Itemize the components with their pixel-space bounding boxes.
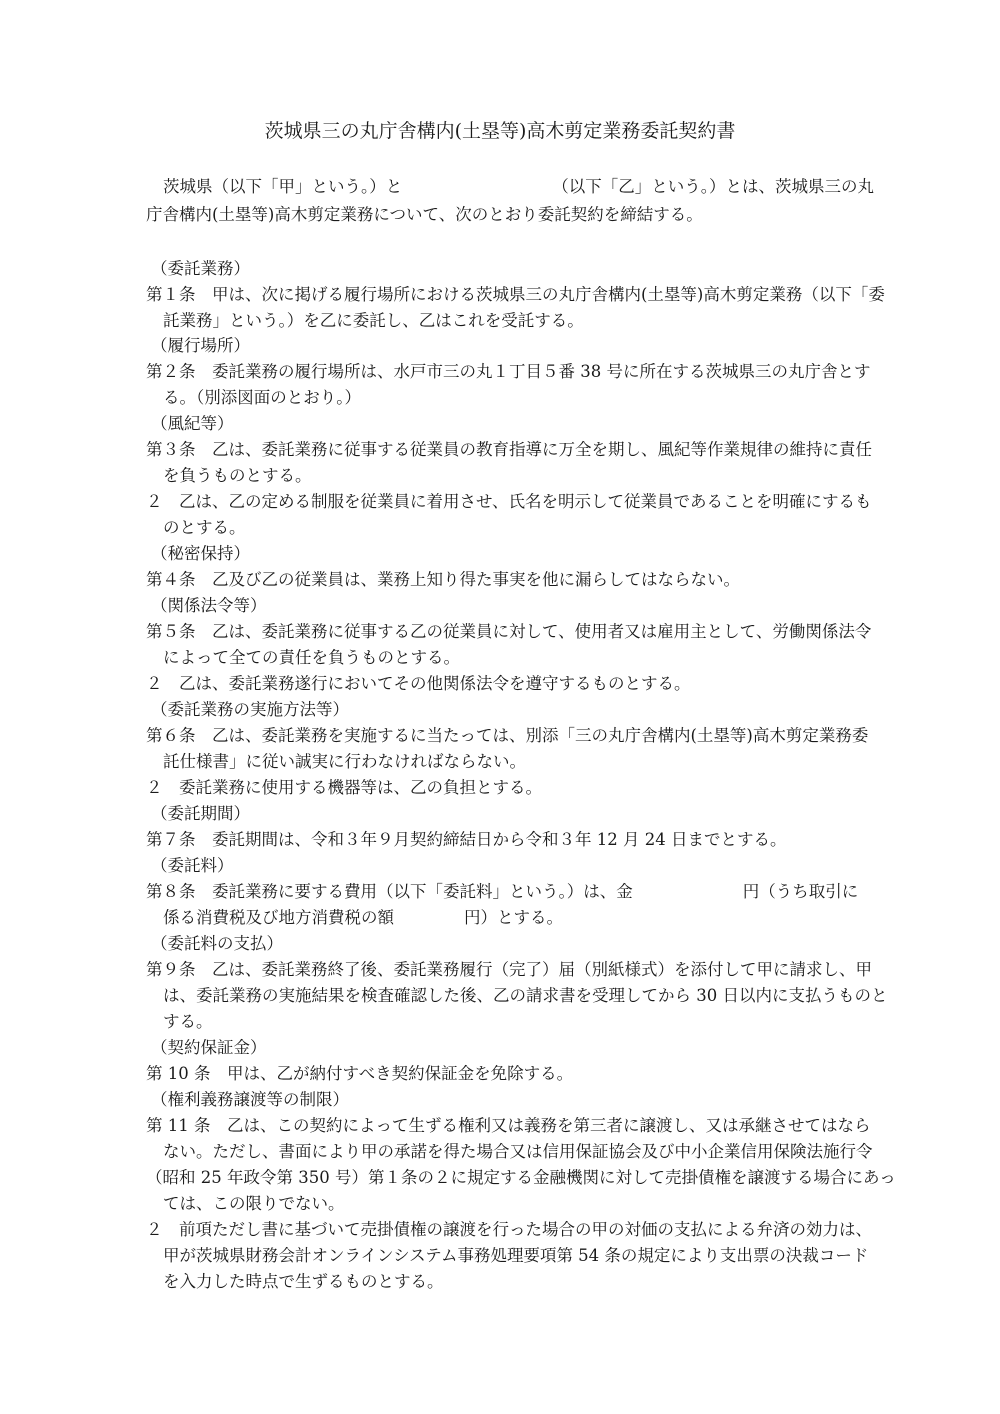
heading-jisshi-houhou: （委託業務の実施方法等）	[151, 700, 349, 719]
article-11-para-2-line-3: を入力した時点で生ずるものとする。	[163, 1272, 444, 1291]
article-11-line-4: ては、この限りでない。	[163, 1194, 345, 1213]
article-10-line-1: 第 10 条 甲は、乙が納付すべき契約保証金を免除する。	[146, 1064, 574, 1083]
article-6-line-1: 第６条 乙は、委託業務を実施するに当たっては、別添「三の丸庁舎構内(土塁等)高木剪定業務委	[146, 726, 869, 745]
article-3-line-1: 第３条 乙は、委託業務に従事する従業員の教育指導に万全を期し、風紀等作業規律の維持に責任	[146, 440, 872, 459]
article-8-line-2	[0, 907, 1000, 929]
article-9-line-2: は、委託業務の実施結果を検査確認した後、乙の請求書を受理してから 30 日以内に支払うものと	[163, 986, 888, 1005]
article-1-line-1: 第１条 甲は、次に掲げる履行場所における茨城県三の丸庁舎構内(土塁等)高木剪定業務（以下「委	[146, 285, 885, 304]
fee-text-b: 円（うち取引に	[742, 882, 859, 901]
preamble-line-1	[0, 176, 1000, 198]
article-11-line-2: ない。ただし、書面により甲の承諾を得た場合又は信用保証協会及び中小企業信用保険法施行令	[163, 1142, 873, 1161]
article-6-line-2: 託仕様書」に従い誠実に行わなければならない。	[163, 752, 526, 771]
article-7-line-1: 第７条 委託期間は、令和３年９月契約締結日から令和３年 12 月 24 日までとする。	[146, 830, 787, 849]
article-11-para-2-line-1: ２ 前項ただし書に基づいて売掛債権の譲渡を行った場合の甲の対価の支払による弁済の効力は、	[146, 1220, 872, 1239]
heading-itaku-gyomu: （委託業務）	[151, 259, 250, 278]
article-5-line-2: によって全ての責任を負うものとする。	[163, 648, 460, 667]
preamble-text-a: 茨城県（以下「甲」という。）と	[163, 177, 403, 196]
heading-kankei-hourei: （関係法令等）	[151, 596, 267, 615]
article-5-para-2: ２ 乙は、委託業務遂行においてその他関係法令を遵守するものとする。	[146, 674, 691, 693]
document-title: 茨城県三の丸庁舎構内(土塁等)高木剪定業務委託契約書	[264, 120, 736, 142]
heading-rikou-basho: （履行場所）	[151, 336, 250, 355]
article-3-line-2: を負うものとする。	[163, 466, 312, 485]
article-1-line-2: 託業務」という。）を乙に委託し、乙はこれを受託する。	[163, 311, 584, 330]
preamble-line-2: 庁舎構内(土塁等)高木剪定業務について、次のとおり委託契約を締結する。	[146, 205, 703, 224]
article-11-line-3: （昭和 25 年政令第 350 号）第１条の２に規定する金融機関に対して売掛債権を譲渡する場合にあっ	[146, 1168, 896, 1187]
heading-itaku-kikan: （委託期間）	[151, 804, 250, 823]
article-3-para-2-line-1: ２ 乙は、乙の定める制服を従業員に着用させ、氏名を明示して従業員であることを明確にするも	[146, 492, 872, 511]
heading-himitsu-hoji: （秘密保持）	[151, 544, 250, 563]
tax-text-b: 円）とする。	[464, 908, 563, 927]
fee-text-a: 第８条 委託業務に要する費用（以下「委託料」という。）は、金	[146, 882, 633, 901]
article-2-line-2: る。（別添図面のとおり。）	[163, 388, 361, 407]
article-4-line-1: 第４条 乙及び乙の従業員は、業務上知り得た事実を他に漏らしてはならない。	[146, 570, 740, 589]
heading-fuuki: （風紀等）	[151, 414, 234, 433]
heading-kenri-gimu: （権利義務譲渡等の制限）	[151, 1090, 349, 1109]
preamble-text-b: （以下「乙」という。）とは、茨城県三の丸	[552, 177, 874, 196]
tax-text-a: 係る消費税及び地方消費税の額	[163, 908, 394, 927]
article-11-line-1: 第 11 条 乙は、この契約によって生ずる権利又は義務を第三者に譲渡し、又は承継させてはなら	[146, 1116, 871, 1135]
article-2-line-1: 第２条 委託業務の履行場所は、水戸市三の丸１丁目５番 38 号に所在する茨城県三の丸庁舎とす	[146, 362, 871, 381]
heading-itaku-ryo-shiharai: （委託料の支払）	[151, 934, 283, 953]
article-9-line-3: する。	[163, 1012, 213, 1031]
heading-itaku-ryo: （委託料）	[151, 856, 234, 875]
article-8-line-1	[0, 881, 1000, 903]
article-6-para-2: ２ 委託業務に使用する機器等は、乙の負担とする。	[146, 778, 542, 797]
heading-keiyaku-hoshokin: （契約保証金）	[151, 1038, 267, 1057]
article-5-line-1: 第５条 乙は、委託業務に従事する乙の従業員に対して、使用者又は雇用主として、労働関係法令	[146, 622, 872, 641]
article-9-line-1: 第９条 乙は、委託業務終了後、委託業務履行（完了）届（別紙様式）を添付して甲に請求し、甲	[146, 960, 872, 979]
article-3-para-2-line-2: のとする。	[163, 518, 246, 537]
article-11-para-2-line-2: 甲が茨城県財務会計オンラインシステム事務処理要項第 54 条の規定により支出票の決裁コード	[163, 1246, 869, 1265]
